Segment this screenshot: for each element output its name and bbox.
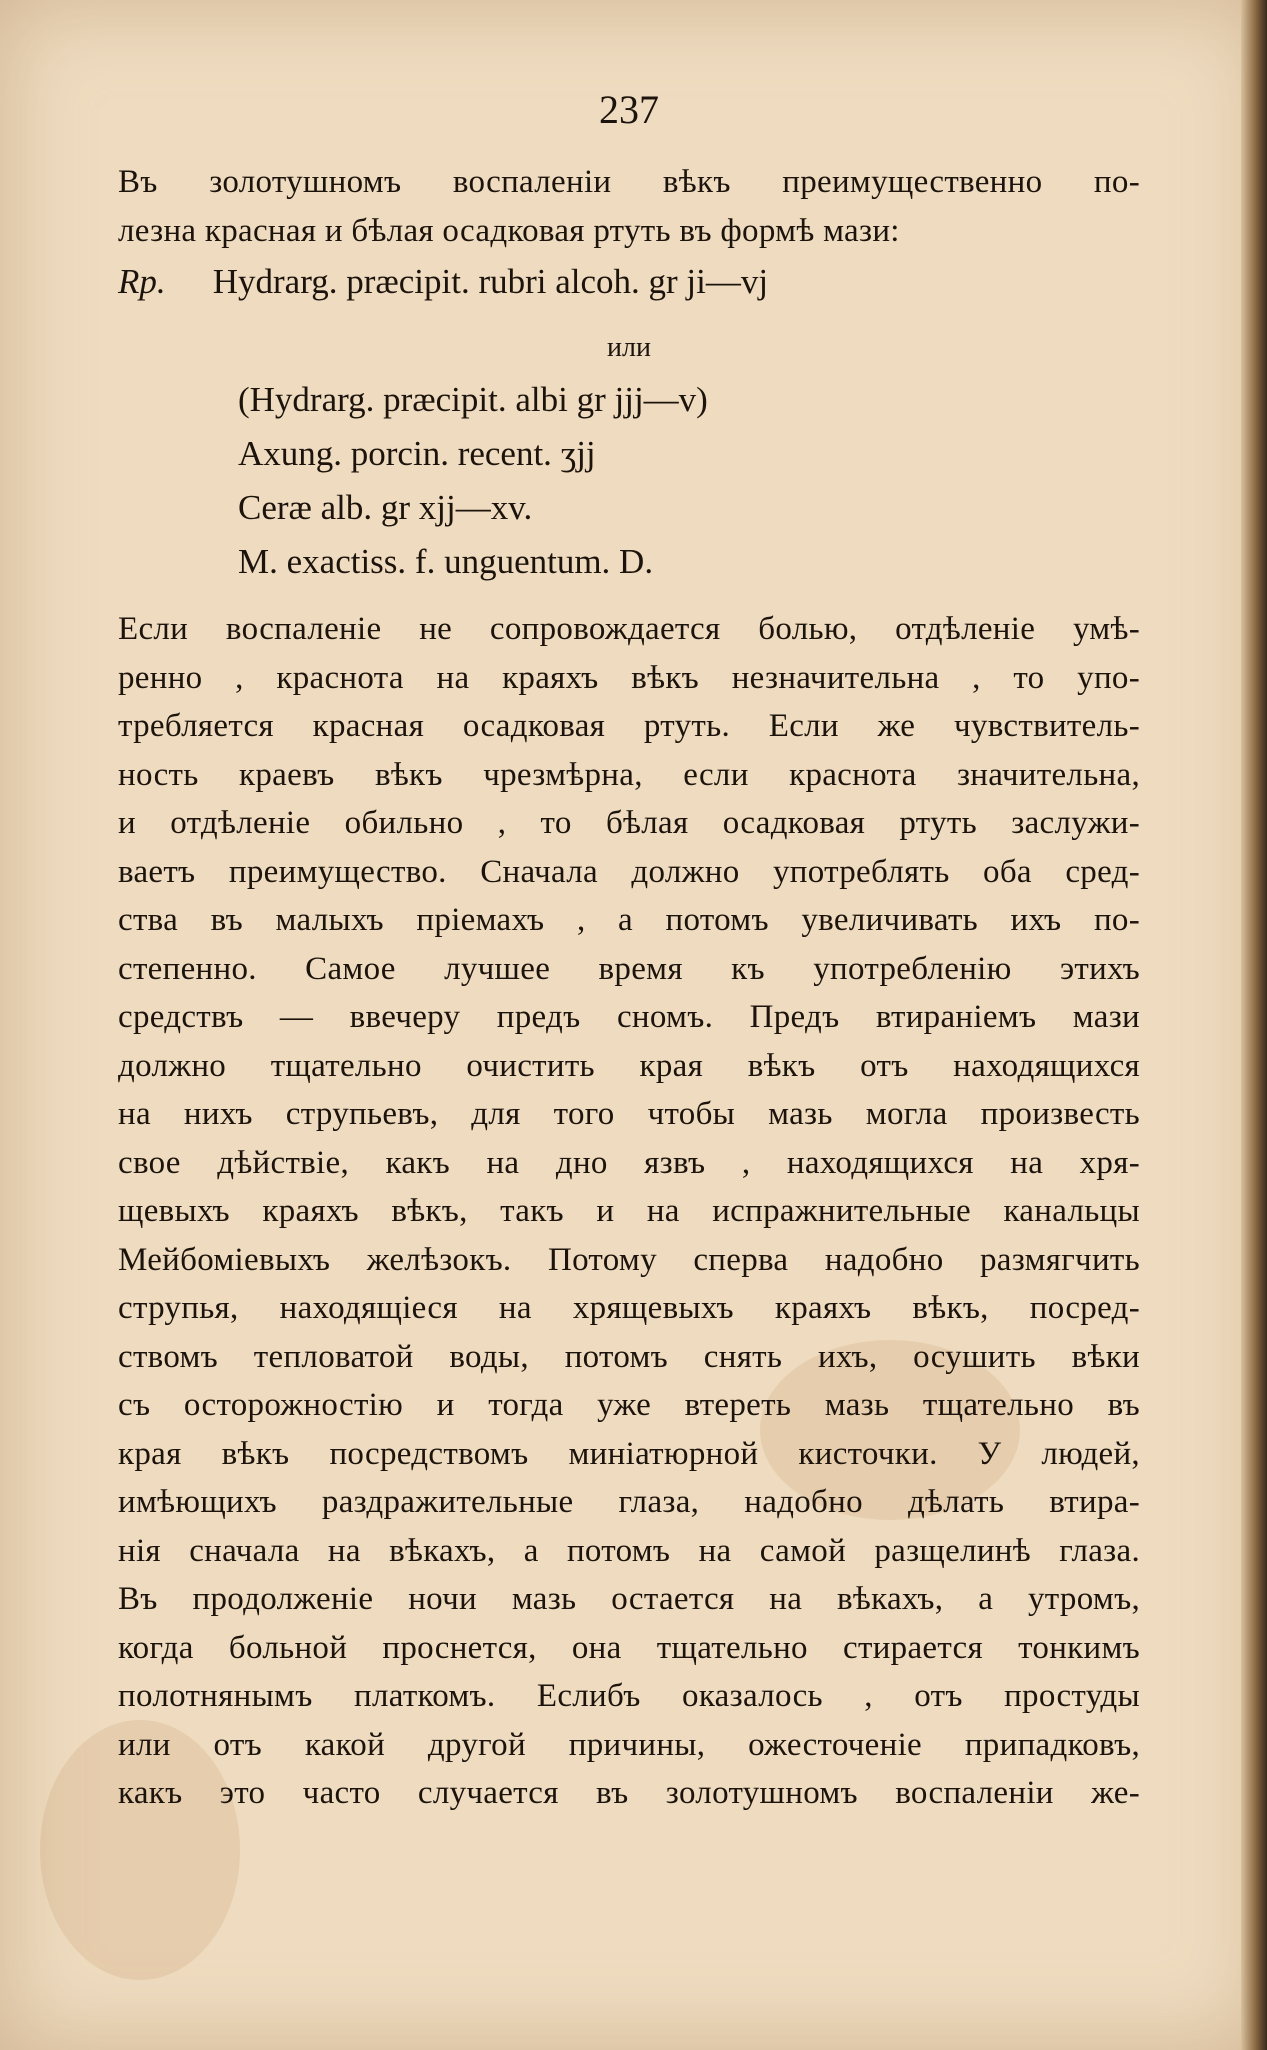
body-line: ность краевъ вѣкъ чрезмѣрна, если краснота значительна,	[118, 756, 1140, 793]
body-line: должно тщательно очистить края вѣкъ отъ находящихся	[118, 1047, 1140, 1084]
alternative-word: или	[607, 332, 651, 363]
body-line: полотнянымъ платкомъ. Еслибъ оказалось , отъ простуды	[118, 1678, 1140, 1714]
body-line: или отъ какой другой причины, ожесточеніе припадковъ,	[118, 1726, 1140, 1763]
body-line: имѣющихъ раздражительные глаза, надобно дѣлать втира-	[118, 1484, 1140, 1520]
body-line: струпья, находящіеся на хрящевыхъ краяхъ вѣкъ, посред-	[118, 1290, 1140, 1326]
prescription-line: Ceræ alb. gr xjj—xv.	[238, 488, 533, 527]
prescription-line: M. exactiss. f. unguentum. D.	[238, 542, 654, 581]
body-line: съ осторожностію и тогда уже втереть мазь тщательно въ	[118, 1387, 1140, 1423]
body-line: Въ продолженіе ночи мазь остается на вѣкахъ, а утромъ,	[118, 1581, 1140, 1617]
prescription-symbol: Rp.	[118, 262, 166, 301]
page-edge	[1241, 0, 1267, 2050]
body-line: нія сначала на вѣкахъ, а потомъ на самой разщелинѣ глаза.	[118, 1532, 1140, 1569]
body-line: средствъ — ввечеру предъ сномъ. Предъ втираніемъ мази	[118, 999, 1140, 1035]
body-line: когда больной проснется, она тщательно стирается тонкимъ	[118, 1629, 1140, 1666]
spacer	[118, 589, 1140, 605]
body-line: свое дѣйствіе, какъ на дно язвъ , находящихся на хря-	[118, 1144, 1140, 1181]
body-line: края вѣкъ посредствомъ миніатюрной кисточки. У людей,	[118, 1435, 1140, 1472]
body-line: какъ это часто случается въ золотушномъ воспаленіи же-	[118, 1775, 1140, 1811]
body-line: и отдѣленіе обильно , то бѣлая осадковая ртуть заслужи-	[118, 805, 1140, 841]
body-line: ренно , краснота на краяхъ вѣкъ незначительна , то упо-	[118, 659, 1140, 696]
body-line: щевыхъ краяхъ вѣкъ, такъ и на испражнительные канальцы	[118, 1193, 1140, 1229]
prescription-text: Hydrarg. præcipit. rubri alcoh. gr ji—vj	[212, 262, 769, 301]
page-number: 237	[599, 87, 659, 132]
body-line: требляется красная осадковая ртуть. Если же чувствитель-	[118, 708, 1140, 744]
intro-line: лезна красная и бѣлая осадковая ртуть въ формѣ мази:	[118, 212, 900, 249]
body-line: степенно. Самое лучшее время къ употребленію этихъ	[118, 950, 1140, 987]
prescription-line: Axung. porcin. recent. ʒjj	[238, 434, 596, 473]
body-line: ства въ малыхъ пріемахъ , а потомъ увеличивать ихъ по-	[118, 902, 1140, 938]
body-line: Если воспаленіе не сопровождается болью, отдѣленіе умѣ-	[118, 611, 1140, 647]
body-paragraph	[118, 605, 1140, 1818]
body-line: Мейбоміевыхъ желѣзокъ. Потому сперва надобно размягчить	[118, 1241, 1140, 1278]
body-line: ваетъ преимущество. Сначала должно употреблять оба сред-	[118, 853, 1140, 890]
text-block	[118, 80, 1140, 1818]
intro-line: Въ золотушномъ воспаленіи вѣкъ преимущественно по-	[118, 164, 1140, 200]
prescription-line: (Hydrarg. præcipit. albi gr jjj—v)	[238, 380, 708, 419]
prescription-first-line	[118, 255, 1140, 309]
body-line: ствомъ тепловатой воды, потомъ снять ихъ, осушить вѣки	[118, 1338, 1140, 1375]
body-line: на нихъ струпьевъ, для того чтобы мазь могла произвесть	[118, 1096, 1140, 1132]
